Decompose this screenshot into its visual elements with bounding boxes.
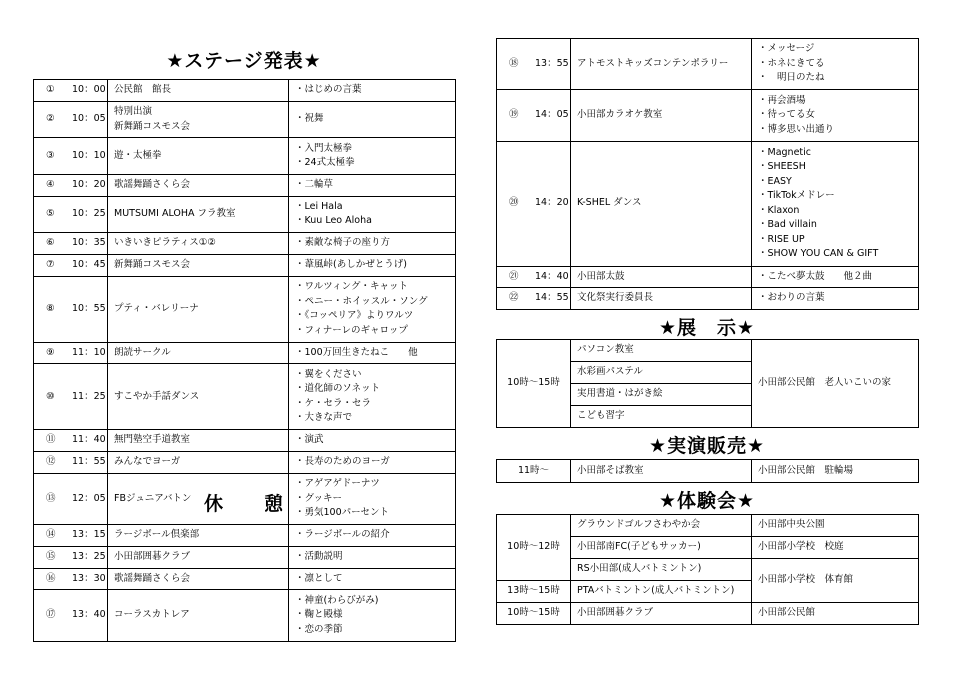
program-time: 13：15	[72, 529, 106, 541]
program-items	[289, 342, 456, 364]
program-items	[289, 546, 456, 568]
program-row	[34, 196, 456, 233]
program-items	[289, 276, 456, 342]
program-number: ⑯	[46, 572, 56, 584]
program-time: 11：40	[72, 434, 106, 446]
program-group: 特別出演 新舞踊コスモス会	[108, 101, 289, 138]
program-item: ・二輪草	[295, 178, 334, 190]
program-group: 朗読サークル	[108, 342, 289, 364]
program-item: ・入門太極拳	[295, 142, 353, 154]
sales-place: 小田部公民館 駐輪場	[752, 460, 919, 483]
program-row	[34, 342, 456, 364]
program-item: ・祝舞	[295, 113, 324, 125]
program-items	[752, 266, 919, 288]
experience-time: 10時～15時	[497, 603, 571, 625]
program-time: 14：20	[535, 197, 569, 209]
exhibit-time: 10時～15時	[497, 340, 571, 428]
program-number-time	[34, 342, 108, 364]
program-number: ⑫	[46, 456, 56, 468]
program-row	[34, 80, 456, 102]
program-row	[34, 364, 456, 430]
program-number: ①	[46, 84, 55, 96]
program-number-time	[34, 80, 108, 102]
program-time: 14：05	[535, 109, 569, 121]
program-items	[752, 288, 919, 310]
program-number: ㉒	[509, 292, 519, 304]
program-items	[289, 174, 456, 196]
program-item: ・Magnetic	[758, 146, 812, 158]
program-group: 文化祭実行委員長	[571, 288, 752, 310]
program-group: 歌謡舞踊さくら会	[108, 568, 289, 590]
program-group: 無門塾空手道教室	[108, 430, 289, 452]
program-number-time	[34, 590, 108, 641]
program-time: 10：35	[72, 237, 106, 249]
program-group: MUTSUMI ALOHA フラ教室	[108, 196, 289, 233]
program-number-time	[34, 138, 108, 175]
program-number-time	[34, 430, 108, 452]
program-number-time	[34, 196, 108, 233]
program-item: ・フィナーレのギャロップ	[295, 324, 408, 336]
program-items	[289, 138, 456, 175]
program-number-time	[34, 452, 108, 474]
program-row	[34, 546, 456, 568]
program-number: ⑩	[46, 390, 55, 402]
program-row	[497, 141, 919, 266]
program-time: 11：10	[72, 346, 106, 358]
program-item: ・ケ・セラ・セラ	[295, 397, 372, 409]
program-number-time	[34, 276, 108, 342]
program-group: K-SHEL ダンス	[571, 141, 752, 266]
exhibit-item: パソコン教室	[571, 340, 752, 362]
program-item: ・再会酒場	[758, 94, 806, 106]
program-number: ⑦	[46, 258, 55, 270]
program-group: ラージボール倶楽部	[108, 525, 289, 547]
stage-morning-table	[33, 79, 456, 525]
program-item: ・ワルツィング・キャット	[295, 281, 408, 292]
experience-group: グラウンドゴルフさわやか会	[571, 515, 752, 537]
program-number-time	[34, 568, 108, 590]
program-item: ・Lei Hala	[295, 200, 343, 212]
program-row	[34, 525, 456, 547]
program-group: コーラスカトレア	[108, 590, 289, 641]
program-item: ・凛として	[295, 572, 343, 584]
program-row	[34, 254, 456, 276]
program-number: ②	[46, 113, 55, 125]
program-item: ・Klaxon	[758, 204, 800, 216]
program-group: 小田部カラオケ教室	[571, 90, 752, 141]
program-number-time	[34, 525, 108, 547]
program-number-time	[34, 174, 108, 196]
program-item: ・アゲアゲドーナツ	[295, 478, 380, 490]
program-item: ・長寿のためのヨーガ	[295, 456, 390, 468]
program-row	[497, 39, 919, 90]
program-items	[289, 590, 456, 641]
program-number: ⑱	[509, 57, 519, 69]
program-number-time	[34, 233, 108, 255]
stage-afternoon-table	[33, 524, 456, 642]
program-item: ・神童(わらびがみ)	[295, 594, 379, 606]
program-number: ⑧	[46, 302, 55, 314]
program-items	[752, 141, 919, 266]
program-row	[497, 288, 919, 310]
program-time: 13：25	[72, 550, 106, 562]
program-row	[34, 101, 456, 138]
program-item: ・SHEESH	[758, 161, 806, 172]
program-group: いきいきピラティス①②	[108, 233, 289, 255]
program-item: ・活動説明	[295, 550, 343, 562]
program-number-time	[34, 546, 108, 568]
program-item: ・葦風峠(あしかぜとうげ)	[295, 258, 407, 270]
program-number: ⑲	[509, 109, 519, 121]
experience-time: 13時～15時	[497, 581, 571, 603]
program-row	[497, 90, 919, 141]
program-item: ・待ってる女	[758, 109, 816, 121]
program-time: 14：55	[535, 292, 569, 304]
program-number: ③	[46, 149, 55, 161]
program-item: ・Bad villain	[758, 219, 817, 230]
program-item: ・鞠と殿様	[295, 609, 343, 621]
program-row	[34, 452, 456, 474]
program-row	[34, 430, 456, 452]
program-row	[34, 568, 456, 590]
program-items	[289, 525, 456, 547]
program-number: ⑪	[46, 434, 56, 446]
program-time: 12：05	[72, 492, 106, 504]
stage-heading: ★ステージ発表★	[166, 50, 322, 72]
program-items	[752, 90, 919, 141]
program-number: ⑥	[46, 237, 55, 249]
program-number: ㉑	[509, 270, 519, 282]
program-time: 13：30	[72, 572, 106, 584]
program-item: ・ 明日のたね	[758, 72, 825, 84]
program-item: ・Kuu Leo Aloha	[295, 215, 372, 227]
program-number: ⑮	[46, 550, 56, 562]
experience-group: RS小田部(成人バトミントン)	[571, 559, 752, 581]
exhibit-item: 水彩画パステル	[571, 362, 752, 384]
experience-place: 小田部公民館	[752, 603, 919, 625]
program-time: 10：00	[72, 84, 106, 96]
program-item: ・《コッペリア》よりワルツ	[295, 310, 414, 321]
program-number-time	[497, 39, 571, 90]
program-item: ・大きな声で	[295, 412, 353, 424]
program-items	[289, 364, 456, 430]
program-number: ⑳	[509, 197, 519, 209]
program-number: ⑬	[46, 492, 56, 504]
program-group: 歌謡舞踊さくら会	[108, 174, 289, 196]
program-number-time	[34, 473, 108, 524]
program-time: 10：25	[72, 208, 106, 219]
program-item: ・素敵な椅子の座り方	[295, 237, 391, 249]
sales-group: 小田部そば教室	[571, 460, 752, 483]
program-item: ・SHOW YOU CAN & GIFT	[758, 248, 879, 259]
program-number: ⑭	[46, 529, 56, 541]
program-time: 10：55	[72, 302, 106, 314]
program-time: 11：25	[72, 390, 106, 402]
program-group: アトモストキッズコンテンポラリー	[571, 39, 752, 90]
program-time: 10：05	[72, 113, 106, 125]
program-item: ・勇気100パーセント	[295, 507, 389, 519]
program-row	[497, 266, 919, 288]
exhibit-item: こども習字	[571, 406, 752, 428]
program-item: ・こたべ夢太鼓 他２曲	[758, 270, 873, 282]
program-row	[34, 174, 456, 196]
program-items	[289, 254, 456, 276]
program-number: ⑰	[46, 609, 56, 621]
program-group: 小田部太鼓	[571, 266, 752, 288]
sales-heading: ★実演販売★	[648, 435, 766, 457]
program-group: 遊・太極拳	[108, 138, 289, 175]
program-group: プティ・バレリーナ	[108, 276, 289, 342]
program-item: ・演武	[295, 434, 324, 446]
program-number-time	[497, 141, 571, 266]
program-group: 小田部囲碁クラブ	[108, 546, 289, 568]
program-time: 11：55	[72, 456, 106, 468]
program-group: みんなでヨーガ	[108, 452, 289, 474]
experience-group: 小田部囲碁クラブ	[571, 603, 752, 625]
program-time: 14：40	[535, 270, 569, 282]
program-item: ・道化師のソネット	[295, 383, 381, 395]
program-group: すこやか手話ダンス	[108, 364, 289, 430]
program-items	[289, 473, 456, 524]
program-number: ⑨	[46, 346, 55, 358]
program-time: 10：20	[72, 178, 106, 190]
exhibit-place: 小田部公民館 老人いこいの家	[752, 340, 919, 428]
program-items	[289, 430, 456, 452]
program-number-time	[497, 90, 571, 141]
experience-group: PTAバトミントン(成人バトミントン)	[571, 581, 752, 603]
experience-place: 小田部中央公園	[752, 515, 919, 537]
sales-time: 11時～	[497, 460, 571, 483]
program-item: ・メッセージ	[758, 43, 815, 55]
program-number-time	[34, 101, 108, 138]
program-number-time	[34, 254, 108, 276]
program-item: ・ラージボールの紹介	[295, 529, 390, 541]
experience-group: 小田部南FC(子どもサッカー)	[571, 537, 752, 559]
sales-table	[496, 459, 919, 483]
program-number-time	[497, 288, 571, 310]
experience-table	[496, 514, 919, 625]
stage-right-table	[496, 38, 919, 310]
program-item: ・翼をください	[295, 368, 362, 380]
program-row	[34, 276, 456, 342]
exhibit-heading: ★展 示★	[658, 317, 756, 339]
program-items	[289, 80, 456, 102]
program-time: 13：55	[535, 57, 569, 69]
exhibit-item: 実用書道・はがき絵	[571, 384, 752, 406]
program-items	[289, 101, 456, 138]
program-item: ・EASY	[758, 175, 792, 187]
program-number: ⑤	[46, 208, 55, 219]
break-heading: 休 憩	[203, 493, 284, 515]
program-number-time	[34, 364, 108, 430]
exhibit-table	[496, 339, 919, 428]
program-time: 10：10	[72, 149, 106, 161]
program-time: 13：40	[72, 609, 106, 621]
program-group: 新舞踊コスモス会	[108, 254, 289, 276]
program-items	[289, 568, 456, 590]
program-item: ・おわりの言葉	[758, 292, 825, 304]
program-number-time	[497, 266, 571, 288]
program-row	[34, 590, 456, 641]
experience-time: 10時～12時	[497, 515, 571, 581]
program-items	[289, 233, 456, 255]
program-group: 公民館 館長	[108, 80, 289, 102]
program-item: ・100万回生きたねこ 他	[295, 346, 418, 358]
program-item: ・ホネにきてる	[758, 57, 825, 69]
program-group: FBジュニアバトン	[108, 473, 289, 524]
program-row	[34, 138, 456, 175]
program-item: ・グッキー	[295, 492, 343, 504]
program-items	[289, 452, 456, 474]
program-item: ・RISE UP	[758, 233, 805, 245]
experience-place: 小田部小学校 体育館	[752, 559, 919, 603]
program-time: 10：45	[72, 258, 106, 270]
program-row	[34, 473, 456, 524]
program-item: ・恋の季節	[295, 623, 343, 635]
program-row	[34, 233, 456, 255]
program-items	[752, 39, 919, 90]
program-number: ④	[46, 178, 55, 190]
program-item: ・24式太極拳	[295, 157, 355, 168]
program-item: ・はじめの言葉	[295, 84, 362, 96]
program-item: ・ペニー・ホイッスル・ソング	[295, 295, 428, 307]
experience-place: 小田部小学校 校庭	[752, 537, 919, 559]
program-item: ・TikTokメドレー	[758, 190, 835, 201]
program-items	[289, 196, 456, 233]
program-item: ・博多思い出通り	[758, 123, 835, 135]
experience-heading: ★体験会★	[658, 490, 756, 512]
